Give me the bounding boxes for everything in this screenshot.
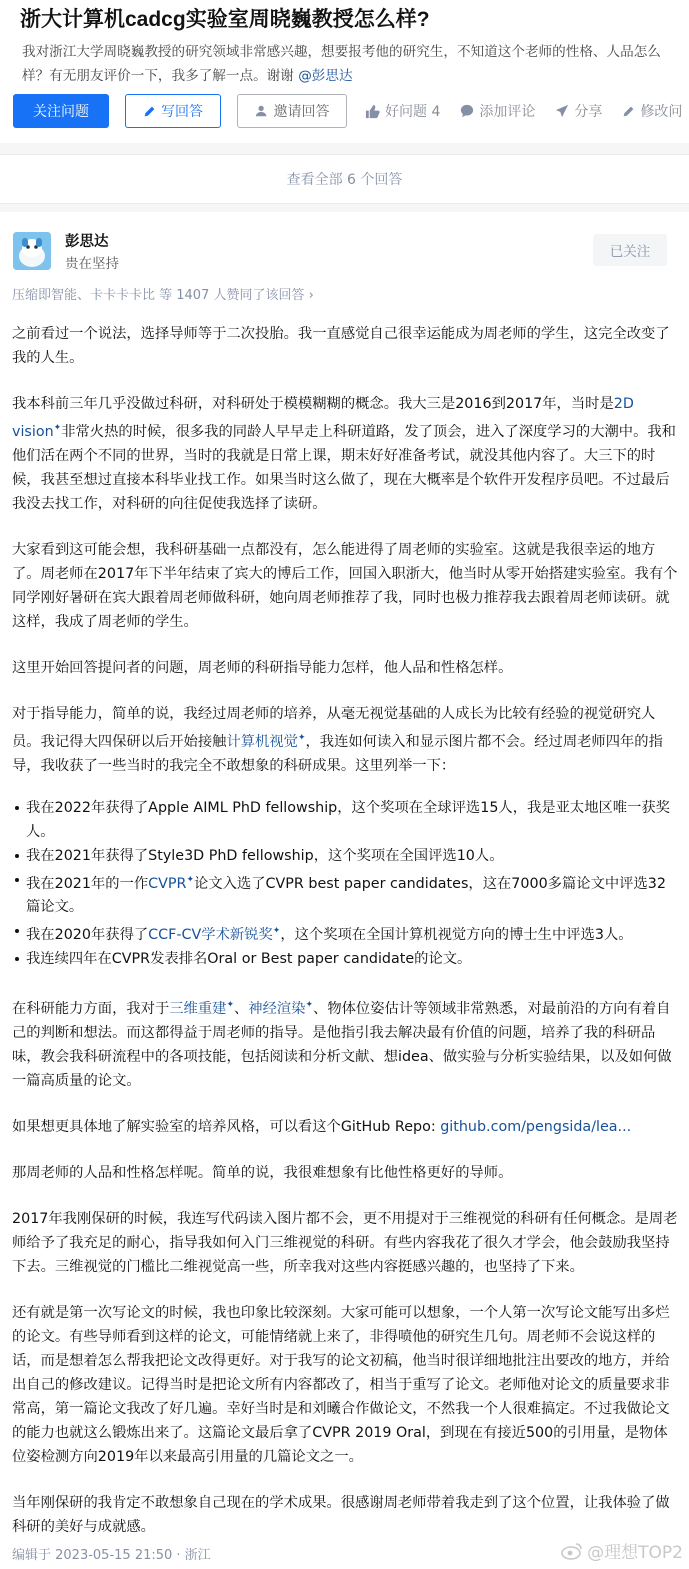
paragraph-text: 在科研能力方面，我对于 <box>12 1000 170 1017</box>
add-comment-button[interactable] <box>460 101 535 121</box>
view-all-answers-link[interactable]: 查看全部 6 个回答 <box>0 154 689 204</box>
search-plus-icon: ✦ <box>53 423 62 433</box>
edit-question-button[interactable] <box>622 101 682 121</box>
invite-answer-label: 邀请回答 <box>273 104 330 120</box>
list-item-text: 论文入选了CVPR best paper candidates，这在7000多篇论文中评选32篇论文。 <box>26 875 666 916</box>
github-repo-link[interactable]: github.com/pengsida/lea... <box>440 1118 632 1135</box>
paragraph <box>12 993 678 1093</box>
paragraph: 还有就是第一次写论文的时候，我也印象比较深刻。大家可能可以想象，一个人第一次写论文能写出多烂的论文。有些导师看到这样的论文，可能情绪就上来了，非得喷他的研究生几句。周老师不会说这样的话，而是想着怎么帮我把论文改得更好。对于我写的论文初稿，他当时很详细地批注出要改的地方，并给出自己的修改建议。记得当时是把论文所有内容都改了，相当于重写了论文。老师他对论文的质量要求非常高，第一篇论文我改了好几遍。幸好当时是和刘曦合作做论文，不然我一个人很难搞定。不过我做论文的能力也就这么锻炼出来了。这篇论文最后拿了CVPR 2019 Oral，到现在有接近500的引用量，是物体位姿检测方向2019年以来最高引用量的几篇论文之一。 <box>12 1304 670 1465</box>
list-item: 我连续四年在CVPR发表排名Oral or Best paper candidate的论文。 <box>12 947 678 971</box>
followed-button[interactable]: 已关注 <box>593 234 667 266</box>
edited-timestamp: 编辑于 2023-05-15 21:50 · 浙江 <box>12 1548 211 1563</box>
paragraph <box>12 1115 678 1139</box>
watermark-text: @理想TOP2 <box>587 1543 683 1563</box>
question-detail <box>22 40 684 88</box>
write-answer-button[interactable] <box>125 94 221 128</box>
paragraph-text: 我本科前三年几乎没做过科研，对科研处于模模糊糊的概念。我大三是2016到2017年，当时是 <box>12 396 614 412</box>
answer-content <box>12 322 678 1561</box>
good-question-button[interactable] <box>365 101 440 121</box>
list-item: 我在2021年获得了Style3D PhD fellowship，这个奖项在全国评选10人。 <box>12 844 678 868</box>
watermark <box>561 1538 683 1563</box>
avatar[interactable] <box>13 232 51 270</box>
paragraph <box>12 702 678 778</box>
list-item <box>12 868 678 920</box>
keyword-link-ccf-cv[interactable]: CCF-CV学术新锐奖 <box>148 927 273 944</box>
author-name[interactable]: 彭思达 <box>65 234 109 250</box>
awards-list <box>12 796 678 972</box>
paragraph-text: 、物体位姿估计等领域非常熟悉，对最前沿的方向有着自己的判断和想法。而这都得益于周老师的指导。是他指引我去解决最有价值的问题，培养了我的科研品味，教会我科研流程中的各项技能，包括阅读和分析文献、想idea、做实验与分析实验结果，以及如何做一篇高质量的论文。 <box>12 1000 672 1089</box>
voters-link[interactable]: 压缩即智能、卡卡卡卡比 等 1407 人赞同了该回答 › <box>12 288 314 303</box>
paragraph-text: 、 <box>234 1000 249 1017</box>
question-actions <box>13 94 689 128</box>
invite-user-icon <box>255 104 269 118</box>
paragraph: 大家看到这可能会想，我科研基础一点都没有，怎么能进得了周老师的实验室。这就是我很幸运的地方了。周老师在2017年下半年结束了宾大的博后工作，回国入职浙大，他当时从零开始搭建实验室。我有个同学刚好暑研在宾大跟着周老师做科研，她向周老师推荐了我，同时也极力推荐我去跟着周老师读研。就这样，我成了周老师的学生。 <box>12 541 678 630</box>
paragraph: 当年刚保研的我肯定不敢想象自己现在的学术成果。很感谢周老师带着我走到了这个位置，让我体验了做科研的美好与成就感。 <box>12 1494 670 1535</box>
list-item-text: 我在2021年的一作 <box>26 875 149 892</box>
paragraph-text: 非常火热的时候，很多我的同龄人早早走上科研道路，发了顶会，进入了深度学习的大潮中。我和他们活在两个不同的世界，当时的我就是日常上课，期末好好准备考试，就没其他内容了。大三下的时候，我甚至想过直接本科毕业找工作。如果当时这么做了，现在大概率是个软件开发程序员吧。不过最后我没去找工作，对科研的向往促使我选择了读研。 <box>12 423 676 512</box>
good-question-label: 好问题 4 <box>385 104 441 120</box>
weibo-logo-icon <box>561 1542 583 1560</box>
paragraph <box>12 392 678 516</box>
paragraph-text: 如果想更具体地了解实验室的培养风格，可以看这个GitHub Repo: <box>12 1118 441 1135</box>
share-label: 分享 <box>574 104 603 120</box>
question-header <box>0 0 689 143</box>
paragraph: 那周老师的人品和性格怎样呢。简单的说，我很难想象有比他性格更好的导师。 <box>12 1164 513 1181</box>
paragraph: 这里开始回答提问者的问题，周老师的科研指导能力怎样，他人品和性格怎样。 <box>12 659 513 676</box>
search-plus-icon: ✦ <box>186 874 195 885</box>
question-detail-text: 我对浙江大学周晓巍教授的研究领域非常感兴趣，想要报考他的研究生，不知道这个老师的性格、人品怎么样？有无朋友评价一下，我多了解一点。谢谢 <box>22 44 661 84</box>
add-comment-label: 添加评论 <box>479 104 536 120</box>
search-plus-icon: ✦ <box>305 1000 314 1011</box>
keyword-link-3d-reconstruction[interactable]: 三维重建 <box>169 1000 227 1017</box>
search-plus-icon: ✦ <box>297 732 306 743</box>
avatar-image <box>13 232 51 270</box>
mention-link[interactable]: @彭思达 <box>298 68 353 84</box>
keyword-link-neural-rendering[interactable]: 神经渲染 <box>248 1000 306 1017</box>
list-item <box>12 919 678 947</box>
author-bio: 贵在坚持 <box>65 256 119 272</box>
paragraph-text: ，我连如何读入和显示图片都不会。经过周老师四年的指导，我收获了一些当时的我完全不敢想象的科研成果。这里列举一下： <box>12 733 663 774</box>
list-item-text: 我在2020年获得了 <box>26 927 149 944</box>
paragraph: 2017年我刚保研的时候，我连写代码读入图片都不会，更不用提对于三维视觉的科研有任何概念。是周老师给予了我充足的耐心，指导我如何入门三维视觉的科研。有些内容我花了很久才学会，他会鼓励我坚持下去。三维视觉的门槛比二维视觉高一些，所幸我对这些内容挺感兴趣的，也坚持了下来。 <box>12 1210 678 1275</box>
paragraph: 之前看过一个说法，选择导师等于二次投胎。我一直感觉自己很幸运能成为周老师的学生，这完全改变了我的人生。 <box>12 326 670 366</box>
edit-question-label: 修改问 <box>640 104 683 120</box>
follow-question-button[interactable]: 关注问题 <box>13 94 109 128</box>
pencil-icon <box>143 105 156 118</box>
list-item: 我在2022年获得了Apple AIML PhD fellowship，这个奖项在全球评选15人，我是亚太地区唯一获奖人。 <box>12 796 678 844</box>
pencil-icon <box>622 105 635 118</box>
write-answer-label: 写回答 <box>161 104 203 120</box>
thumb-up-icon <box>365 104 380 119</box>
paper-plane-icon <box>555 104 569 118</box>
invite-answer-button[interactable] <box>237 94 347 128</box>
comment-icon <box>460 104 474 118</box>
answer-card <box>0 212 689 1569</box>
keyword-link-2d-vision[interactable]: 2D vision <box>12 396 634 440</box>
keyword-link-computer-vision[interactable]: 计算机视觉 <box>226 733 298 750</box>
keyword-link-cvpr[interactable]: CVPR <box>148 875 187 892</box>
search-plus-icon: ✦ <box>272 926 281 937</box>
question-title[interactable]: 浙大计算机cadcg实验室周晓巍教授怎么样? <box>20 8 430 31</box>
list-item-text: ，这个奖项在全国计算机视觉方向的博士生中评选3人。 <box>280 927 633 944</box>
paragraph-text: 对于指导能力，简单的说，我经过周老师的培养，从毫无视觉基础的人成长为比较有经验的视觉研究人员。我记得大四保研以后开始接触 <box>12 705 656 750</box>
share-button[interactable] <box>555 101 602 121</box>
search-plus-icon: ✦ <box>226 1000 234 1011</box>
